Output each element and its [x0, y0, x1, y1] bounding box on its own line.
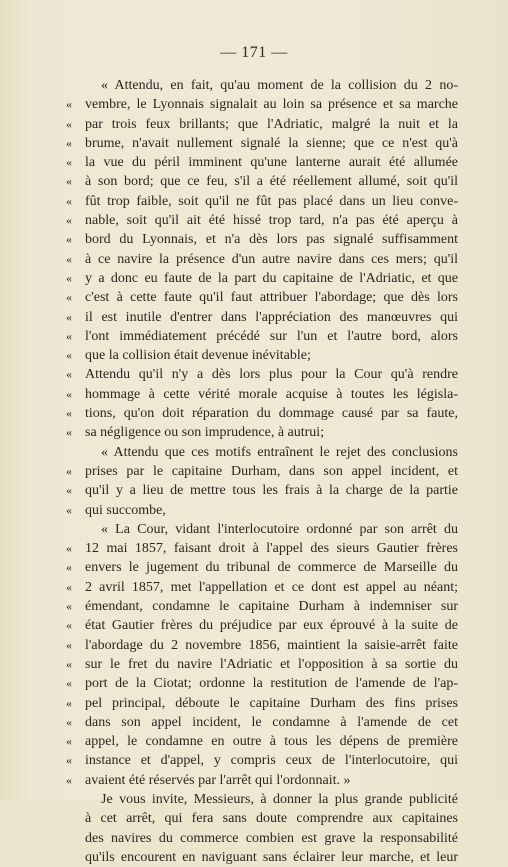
text-line: [66, 462, 458, 481]
line-text: fût trop faible, soit qu'il ne fût pas placé dans un lieu conve-: [85, 193, 458, 209]
line-text: « La Cour, vidant l'interlocutoire ordonné par son arrêt du: [101, 521, 458, 537]
text-line: [66, 153, 458, 172]
line-text: Attendu qu'il n'y a dès lors plus pour la Cour qu'à rendre: [85, 367, 458, 383]
line-text: tions, qu'on doit réparation du dommage causé par sa faute,: [85, 406, 458, 422]
quote-mark: «: [66, 637, 72, 652]
text-line: [66, 250, 458, 269]
quote-mark: «: [66, 772, 72, 787]
line-text: 2 avril 1857, met l'appellation et ce dont est appel au néant;: [85, 579, 458, 595]
quote-mark: «: [66, 425, 72, 440]
quote-mark: «: [66, 155, 72, 170]
quote-mark: «: [66, 348, 72, 363]
quote-mark: «: [66, 193, 72, 208]
line-text: à ce navire la présence d'un autre navire dans ces mers; qu'il: [85, 251, 458, 267]
text-line: [66, 76, 458, 95]
text-line: [66, 751, 458, 770]
line-text: des navires du commerce combien est grave la responsabilité: [85, 830, 458, 846]
line-text: sur le fret du navire l'Adriatic et l'opposition à sa sortie du: [85, 656, 458, 672]
text-line: [66, 95, 458, 114]
line-text: l'abordage du 2 novembre 1856, maintient la saisie-arrêt faite: [85, 637, 458, 653]
text-line: [66, 732, 458, 751]
quote-mark: «: [66, 618, 72, 633]
text-line: [66, 385, 458, 404]
line-text: émendant, condamne le capitaine Durham à indemniser sur: [85, 599, 458, 615]
line-text: que la collision était devenue inévitable;: [85, 348, 311, 364]
quote-mark: «: [66, 560, 72, 575]
text-line: [66, 636, 458, 655]
quote-mark: «: [66, 695, 72, 710]
line-text: bord du Lyonnais, et n'a dès lors pas signalé suffisamment: [85, 232, 458, 248]
line-text: hommage à cette vérité morale acquise à toutes les législa-: [85, 386, 458, 402]
line-text: par trois feux brillants; que l'Adriatic, malgré la nuit et la: [85, 116, 458, 132]
line-text: à son bord; que ce feu, s'il a été réellement allumé, soit qu'il: [85, 174, 458, 190]
text-line: [66, 192, 458, 211]
quote-mark: «: [66, 463, 72, 478]
text-line: [66, 674, 458, 693]
quote-mark: «: [66, 367, 72, 382]
quote-mark: «: [66, 406, 72, 421]
line-text: brume, n'avait nullement signalé la sienne; que ce n'est qu'à: [85, 135, 458, 151]
text-line: [66, 211, 458, 230]
text-line: [66, 539, 458, 558]
text-line: [66, 597, 458, 616]
quote-mark: «: [66, 541, 72, 556]
quote-mark: «: [66, 174, 72, 189]
line-text: prises par le capitaine Durham, dans son appel incident, et: [85, 463, 458, 479]
line-text: nable, soit qu'il ait été hissé trop tard, n'a pas été aperçu à: [85, 213, 458, 229]
line-text: appel, le condamne en outre à tous les dépens de première: [85, 734, 458, 750]
line-text: vembre, le Lyonnais signalait au loin sa présence et sa marche: [85, 97, 458, 113]
line-text: l'ont immédiatement précédé sur l'un et l'autre bord, alors: [85, 328, 458, 344]
line-text: « Attendu que ces motifs entraînent le rejet des conclusions: [101, 444, 458, 460]
quote-mark: «: [66, 676, 72, 691]
text-line: [66, 423, 458, 442]
document-body: [66, 76, 458, 867]
text-line: [66, 346, 458, 365]
line-text: « Attendu, en fait, qu'au moment de la collision du 2 no-: [101, 78, 458, 93]
text-line: [66, 230, 458, 249]
quote-mark: «: [66, 116, 72, 131]
quote-mark: «: [66, 251, 72, 266]
quote-mark: «: [66, 579, 72, 594]
text-line: [66, 327, 458, 346]
text-line: [66, 578, 458, 597]
text-line: [66, 616, 458, 635]
text-line: [66, 365, 458, 384]
quote-mark: «: [66, 753, 72, 768]
text-line: [66, 269, 458, 288]
quote-mark: «: [66, 97, 72, 112]
line-text: état Gautier frères du préjudice par eux éprouvé à la suite de: [85, 618, 458, 634]
quote-mark: «: [66, 232, 72, 247]
line-text: avaient été réservés par l'arrêt qui l'ordonnait. »: [85, 772, 351, 788]
text-line: [66, 520, 458, 539]
text-line: [66, 288, 458, 307]
quote-mark: «: [66, 309, 72, 324]
text-line: [66, 848, 458, 867]
line-text: pel principal, déboute le capitaine Durham des fins prises: [85, 695, 458, 711]
line-text: envers le jugement du tribunal de commerce de Marseille du: [85, 560, 458, 576]
line-text: c'est à cette faute qu'il faut attribuer l'abordage; que dès lors: [85, 290, 458, 306]
line-text: à cet arrêt, qui fera sans doute comprendre aux capitaines: [85, 811, 458, 827]
quote-mark: «: [66, 135, 72, 150]
quote-mark: «: [66, 656, 72, 671]
quote-mark: «: [66, 483, 72, 498]
text-line: [66, 443, 458, 462]
quote-mark: «: [66, 290, 72, 305]
line-text: y a donc eu faute de la part du capitaine de l'Adriatic, et que: [85, 270, 458, 286]
text-line: [66, 404, 458, 423]
text-line: [66, 829, 458, 848]
text-line: [66, 694, 458, 713]
line-text: qu'il y a lieu de mettre tous les frais à la charge de la partie: [85, 483, 458, 499]
page-number: — 171 —: [220, 44, 288, 61]
line-text: il est inutile d'entrer dans l'appréciation des manœuvres qui: [85, 309, 458, 325]
line-text: dans son appel incident, le condamne à l'amende de cet: [85, 714, 458, 730]
line-text: 12 mai 1857, faisant droit à l'appel des sieurs Gautier frères: [85, 541, 458, 557]
quote-mark: «: [66, 502, 72, 517]
text-line: [66, 134, 458, 153]
line-text: qui succombe,: [85, 502, 166, 518]
line-text: sa négligence ou son imprudence, à autrui;: [85, 425, 325, 441]
quote-mark: «: [66, 599, 72, 614]
line-text: port de la Ciotat; ordonne la restitution de l'amende de l'ap-: [85, 676, 458, 692]
text-line: [66, 481, 458, 500]
text-line: [66, 501, 458, 520]
text-line: [66, 172, 458, 191]
text-line: [66, 308, 458, 327]
text-line: [66, 809, 458, 828]
text-line: [66, 771, 458, 790]
quote-mark: «: [66, 386, 72, 401]
line-text: Je vous invite, Messieurs, à donner la plus grande publicité: [101, 791, 458, 807]
text-line: [66, 558, 458, 577]
quote-mark: «: [66, 328, 72, 343]
line-text: instance et d'appel, y compris ceux de l'interlocutoire, qui: [85, 753, 458, 769]
quote-mark: «: [66, 714, 72, 729]
quote-mark: «: [66, 213, 72, 228]
text-line: [66, 115, 458, 134]
line-text: qu'ils encourent en naviguant sans éclairer leur marche, et leur: [85, 849, 458, 865]
line-text: la vue du péril imminent qu'une lanterne aurait été allumée: [85, 155, 458, 171]
text-line: [66, 655, 458, 674]
text-line: [66, 713, 458, 732]
quote-mark: «: [66, 270, 72, 285]
quote-mark: «: [66, 734, 72, 749]
